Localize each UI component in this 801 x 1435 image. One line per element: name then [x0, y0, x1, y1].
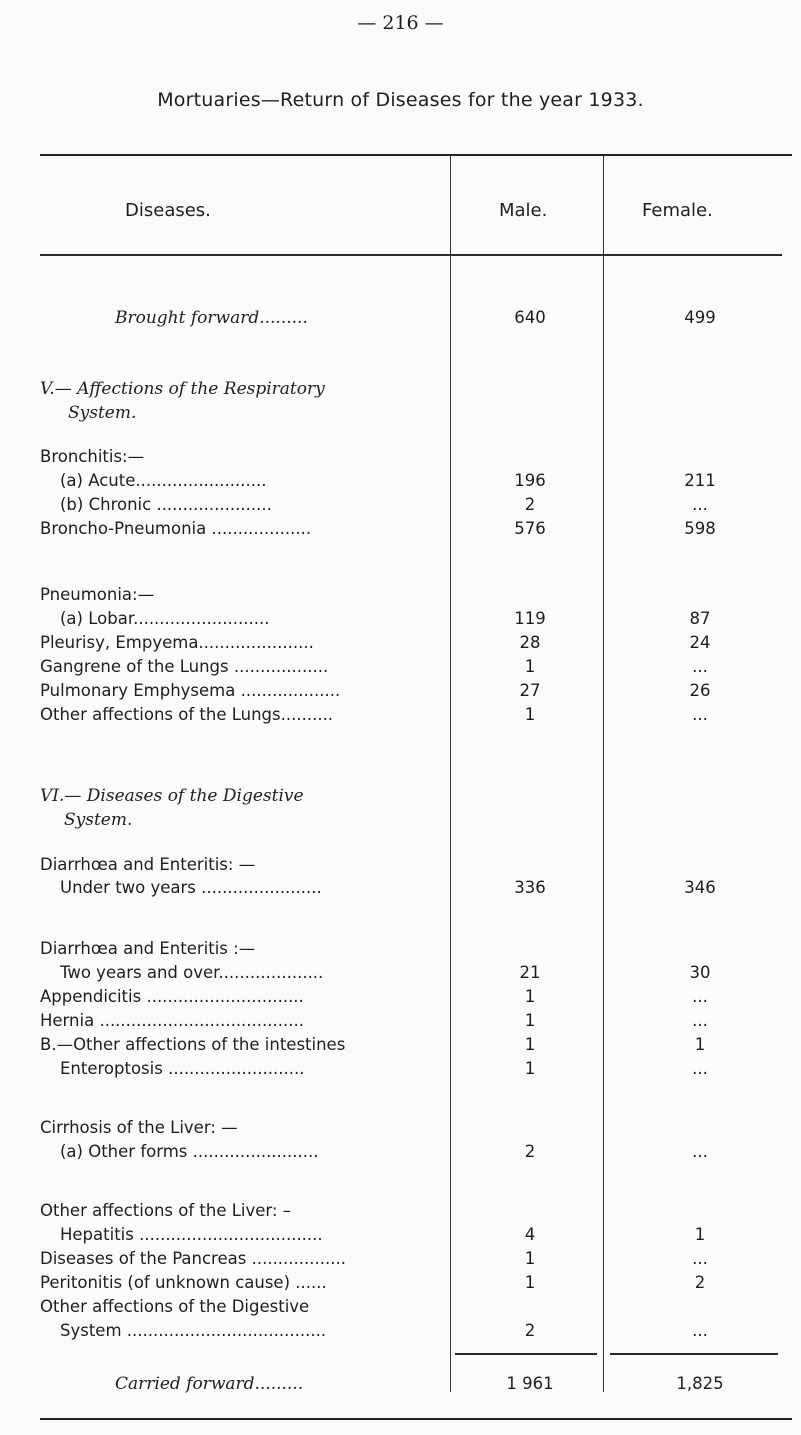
row-female: ...: [692, 1059, 708, 1078]
row-male: 27: [519, 681, 541, 700]
brought-forward-label: Brought forward.........: [115, 308, 308, 328]
row-female: 30: [689, 963, 711, 982]
row-male: 4: [524, 1225, 536, 1244]
row-female: ...: [692, 705, 708, 724]
row-female: 26: [689, 681, 711, 700]
table-row: [40, 876, 760, 900]
header-rule: [40, 254, 782, 256]
row-male: 2: [524, 1142, 536, 1161]
carried-forward-label: Carried forward.........: [115, 1374, 304, 1394]
table-row: [40, 493, 760, 517]
brought-forward-female: 499: [684, 308, 716, 327]
row-male: 2: [524, 1321, 536, 1340]
row-label: Pleurisy, Empyema......................: [40, 633, 314, 652]
table-row: [40, 583, 760, 607]
row-female: 1: [694, 1035, 706, 1054]
table-row: [40, 445, 760, 469]
row-label: Broncho-Pneumonia ...................: [40, 519, 312, 538]
table-row: [40, 853, 760, 877]
carried-forward-male: 1 961: [506, 1374, 554, 1393]
row-label: Hepatitis ...................................: [60, 1225, 323, 1244]
row-male: 1: [524, 705, 536, 724]
brought-forward-row: [40, 306, 760, 330]
row-male: 2: [524, 495, 536, 514]
row-label: Under two years .......................: [60, 878, 322, 897]
row-label: (a) Other forms ........................: [60, 1142, 319, 1161]
row-label: Two years and over....................: [60, 963, 324, 982]
row-female: 24: [689, 633, 711, 652]
row-label: Peritonitis (of unknown cause) ......: [40, 1273, 327, 1292]
female-total-rule: [610, 1353, 778, 1355]
row-label: Enteroptosis ..........................: [60, 1059, 305, 1078]
row-female: ...: [692, 1142, 708, 1161]
section-vi-line2: System.: [64, 810, 133, 830]
table-row: [40, 937, 760, 961]
row-male: 1: [524, 1273, 536, 1292]
table-row: [40, 1319, 760, 1343]
row-male: 1: [524, 657, 536, 676]
top-rule: [40, 154, 792, 156]
bottom-rule: [40, 1418, 792, 1420]
row-label: Gangrene of the Lungs ..................: [40, 657, 329, 676]
section-v-line1: V.— Affections of the Respiratory: [40, 379, 325, 399]
header-female: Female.: [642, 200, 713, 221]
header-male: Male.: [499, 200, 548, 221]
row-label: System ......................................: [60, 1321, 327, 1340]
row-male: 1: [524, 987, 536, 1006]
carried-forward-row: [40, 1372, 760, 1396]
table-row: [40, 655, 760, 679]
row-female: ...: [692, 1321, 708, 1340]
row-label: Bronchitis:—: [40, 447, 145, 466]
brought-forward-male: 640: [514, 308, 546, 327]
row-male: 1: [524, 1011, 536, 1030]
table-row: [40, 631, 760, 655]
table-row: [40, 961, 760, 985]
table-row: [40, 1223, 760, 1247]
header-diseases: Diseases.: [125, 200, 211, 221]
row-male: 336: [514, 878, 546, 897]
row-label: Diarrhœa and Enteritis :—: [40, 939, 256, 958]
row-label: Hernia .......................................: [40, 1011, 304, 1030]
row-female: ...: [692, 1011, 708, 1030]
table-row: [40, 1140, 760, 1164]
male-total-rule: [455, 1353, 597, 1355]
row-label: B.—Other affections of the intestines: [40, 1035, 346, 1054]
row-female: 87: [689, 609, 711, 628]
row-female: ...: [692, 1249, 708, 1268]
row-female: ...: [692, 657, 708, 676]
row-label: Cirrhosis of the Liver: —: [40, 1118, 238, 1137]
row-male: 196: [514, 471, 546, 490]
row-label: Diseases of the Pancreas ..................: [40, 1249, 346, 1268]
page-number: — 216 —: [357, 12, 444, 34]
row-label: Pulmonary Emphysema ...................: [40, 681, 341, 700]
table-row: [40, 1247, 760, 1271]
row-male: 576: [514, 519, 546, 538]
row-male: 28: [519, 633, 541, 652]
row-female: ...: [692, 495, 708, 514]
row-female: 211: [684, 471, 716, 490]
table-row: [40, 1271, 760, 1295]
table-row: [40, 607, 760, 631]
section-vi-line1: VI.— Diseases of the Digestive: [40, 786, 304, 806]
row-male: 1: [524, 1249, 536, 1268]
table-row: [40, 1295, 760, 1319]
row-female: 598: [684, 519, 716, 538]
row-label: Other affections of the Liver: –: [40, 1201, 291, 1220]
row-female: 1: [694, 1225, 706, 1244]
carried-forward-female: 1,825: [676, 1374, 724, 1393]
row-label: Appendicitis ..............................: [40, 987, 304, 1006]
row-male: 21: [519, 963, 541, 982]
row-label: Diarrhœa and Enteritis: —: [40, 855, 256, 874]
table-row: [40, 703, 760, 727]
row-female: ...: [692, 987, 708, 1006]
table-row: [40, 1116, 760, 1140]
row-male: 1: [524, 1059, 536, 1078]
section-v-line2: System.: [68, 403, 137, 423]
row-female: 346: [684, 878, 716, 897]
row-label: (b) Chronic ......................: [60, 495, 272, 514]
row-male: 119: [514, 609, 546, 628]
row-female: 2: [694, 1273, 706, 1292]
row-label: Other affections of the Digestive: [40, 1297, 310, 1316]
row-male: 1: [524, 1035, 536, 1054]
row-label: Other affections of the Lungs..........: [40, 705, 334, 724]
row-label: (a) Lobar..........................: [60, 609, 270, 628]
table-row: [40, 1057, 760, 1081]
row-label: (a) Acute.........................: [60, 471, 267, 490]
table-row: [40, 1199, 760, 1223]
table-row: [40, 517, 760, 541]
table-row: [40, 469, 760, 493]
table-row: [40, 1033, 760, 1057]
table-row: [40, 1009, 760, 1033]
row-label: Pneumonia:—: [40, 585, 155, 604]
table-row: [40, 985, 760, 1009]
table-row: [40, 679, 760, 703]
page-title: Mortuaries—Return of Diseases for the year 1933.: [157, 89, 644, 111]
